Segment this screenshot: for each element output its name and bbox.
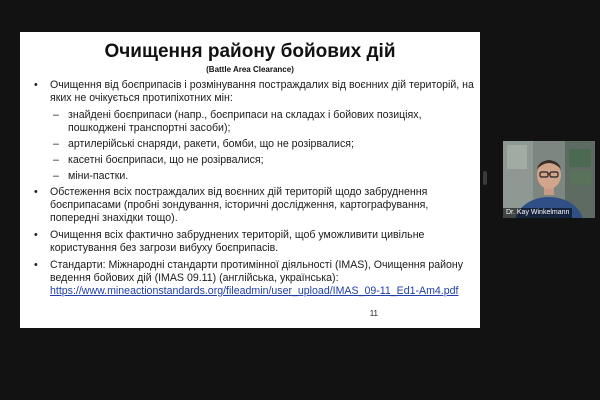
bullet-item xyxy=(34,229,476,255)
participant-name-label: Dr. Kay Winkelmann xyxy=(503,208,572,218)
sub-bullet-marker: – xyxy=(53,154,59,166)
sub-bullet-text: касетні боєприпаси, що не розірвалися; xyxy=(68,154,264,166)
panel-resize-handle[interactable] xyxy=(483,171,487,185)
bullet-marker: • xyxy=(34,186,38,198)
bullet-text: Очищення від боєприпасів і розмінування постраждалих від воєнних дій територій, на яких не очікується протипіхотних мін: xyxy=(50,79,474,104)
slide-page-number: 11 xyxy=(369,309,378,318)
sub-bullet-text: знайдені боєприпаси (напр., боєприпаси на складах і бойових позиціях, пошкоджені транспортні засоби); xyxy=(68,109,422,134)
sub-bullet-item xyxy=(34,154,476,167)
bullet-text: Обстеження всіх постраждалих від воєнних дій територій щодо забруднення боєприпасами (пробні зондування, історичні дослідження, картографування, попередні знахідки тощо). xyxy=(50,186,429,224)
bullet-marker: • xyxy=(34,229,38,241)
sub-bullet-item xyxy=(34,170,476,183)
participant-video-tile[interactable] xyxy=(503,141,595,218)
sub-bullet-marker: – xyxy=(53,170,59,182)
sub-bullet-text: міни-пастки. xyxy=(68,170,129,182)
bullet-item xyxy=(34,79,476,105)
sub-bullet-item xyxy=(34,138,476,151)
bullet-text: Стандарти: Міжнародні стандарти протимінної діяльності (IMAS), Очищення району ведення бойових дій (IMAS 09.11) (англійська, українська): xyxy=(50,259,464,284)
slide-bullet-list xyxy=(34,79,476,302)
slide-subtitle: (Battle Area Clearance) xyxy=(206,65,294,74)
bullet-item xyxy=(34,186,476,225)
bullet-marker: • xyxy=(34,79,38,91)
bullet-text: Очищення всіх фактично забруднених територій, щоб уможливити цивільне користування без загрози вибуху боєприпасів. xyxy=(50,229,425,254)
imas-standard-link[interactable]: https://www.mineactionstandards.org/fileadmin/user_upload/IMAS_09-11_Ed1-Am4.pdf xyxy=(50,285,459,297)
bullet-item xyxy=(34,259,476,298)
bullet-marker: • xyxy=(34,259,38,271)
shared-slide xyxy=(20,32,480,328)
sub-bullet-item xyxy=(34,109,476,135)
sub-bullet-marker: – xyxy=(53,109,59,121)
slide-title: Очищення району бойових дій xyxy=(104,41,396,62)
sub-bullet-text: артилерійські снаряди, ракети, бомби, що не розірвалися; xyxy=(68,138,354,150)
sub-bullet-marker: – xyxy=(53,138,59,150)
participant-video-feed xyxy=(503,141,595,218)
